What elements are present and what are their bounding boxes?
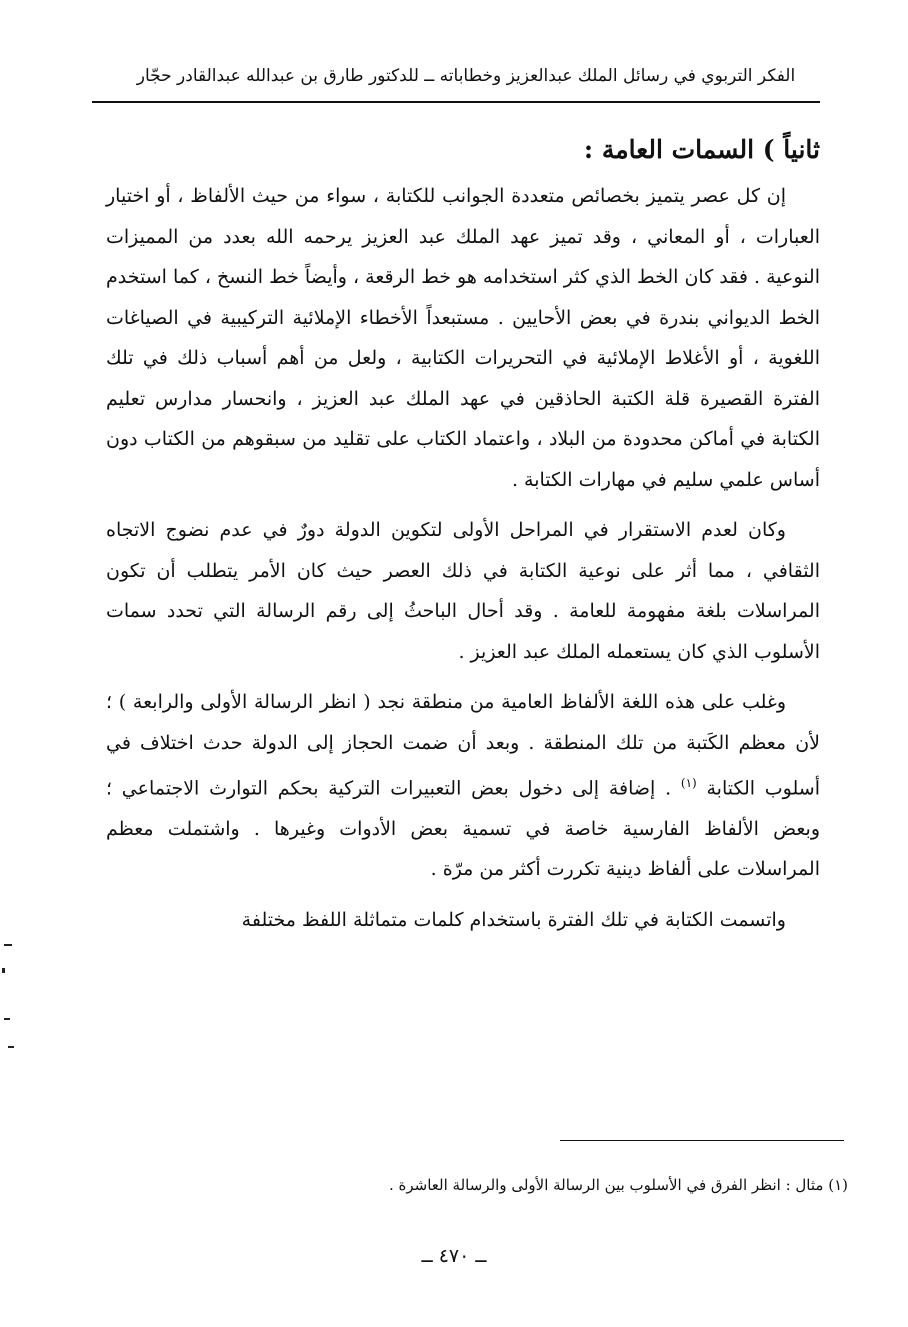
page-number: ــ ٤٧٠ ــ [421,1245,487,1267]
section-title: ثانياً ) السمات العامة : [583,135,820,164]
margin-mark [4,944,12,946]
paragraph-3-continued: . إضافة إلى دخول بعض التعبيرات التركية بحكم التوارث الاجتماعي ؛ وبعض الألفاظ الفارسية خاصة في تسمية بعض الأدوات [106,777,820,840]
paragraph-4: واتسمت الكتابة في تلك الفترة باستخدام كلمات متماثلة اللفظ مختلفة [241,908,786,931]
margin-mark [2,968,5,973]
margin-mark [4,1018,10,1020]
paragraph-3 [106,682,820,890]
footnote-reference: (١) [680,776,697,790]
running-head: الفكر التربوي في رسائل الملك عبدالعزيز وخطاباته ــ للدكتور طارق بن عبدالله عبدالقادر حجّار [136,66,796,86]
header-rule [92,101,820,103]
footnote-rule [560,1140,844,1141]
paragraph-3-end: وغيرها . واشتملت معظم المراسلات على ألفاظ دينية تكررت أكثر من مرّة . [106,817,820,881]
paragraph-2: وكان لعدم الاستقرار في المراحل الأولى لتكوين الدولة دورٌ في عدم نضوج الاتجاه الثقافي ، مما أثر على نوعية الكتابة في ذلك العصر حيث كان الأمر يتطلب أن تكون المراسلات بلغة مفهومة للعامة . وقد أحال الباحثُ إلى رقم الرسالة التي تحدد سمات الأسلوب الذي كان يستعمله الملك عبد العزيز . [106,519,820,663]
body-text [106,176,820,950]
margin-mark [8,1046,14,1048]
paragraph-3-text: وغلب على هذه اللغة الألفاظ العامية من منطقة نجد ( انظر الرسالة الأولى والرابعة ) ؛ لأن معظم الكَتبة من تلك المنطقة . وبعد أن ضمت الحجاز إلى الدولة حدث اختلاف في أسلوب الكتابة [106,691,820,800]
footnote: (١) مثال : انظر الفرق في الأسلوب بين الرسالة الأولى والرسالة العاشرة . [389,1176,848,1194]
paragraph-1: إن كل عصر يتميز بخصائص متعددة الجوانب للكتابة ، سواء من حيث الألفاظ ، أو اختيار العبارات ، أو المعاني ، وقد تميز عهد الملك عبد العزيز يرحمه الله بعدد من المميزات النوعية . فقد كان الخط الذي كثر استخدامه هو خط الرقعة ، وأيضاً خط النسخ ، كما استخدم الخط الديواني بندرة في بعض الأحايين . مستبعداً الأخطاء الإملائية التركيبية في الصياغات اللغوية ، أو الأغلاط الإملائية في التحريرات الكتابية ، ولعل من أهم أسباب ذلك في تلك الفترة القصيرة قلة الكتبة الحاذقين في عهد الملك عبد العزيز ، وانحسار مدارس تعليم الكتابة في أماكن محدودة من البلاد ، واعتماد الكتاب على تقليد من سبقوهم من الكتاب دون أساس علمي سليم في مهارات الكتابة . [106,185,820,491]
